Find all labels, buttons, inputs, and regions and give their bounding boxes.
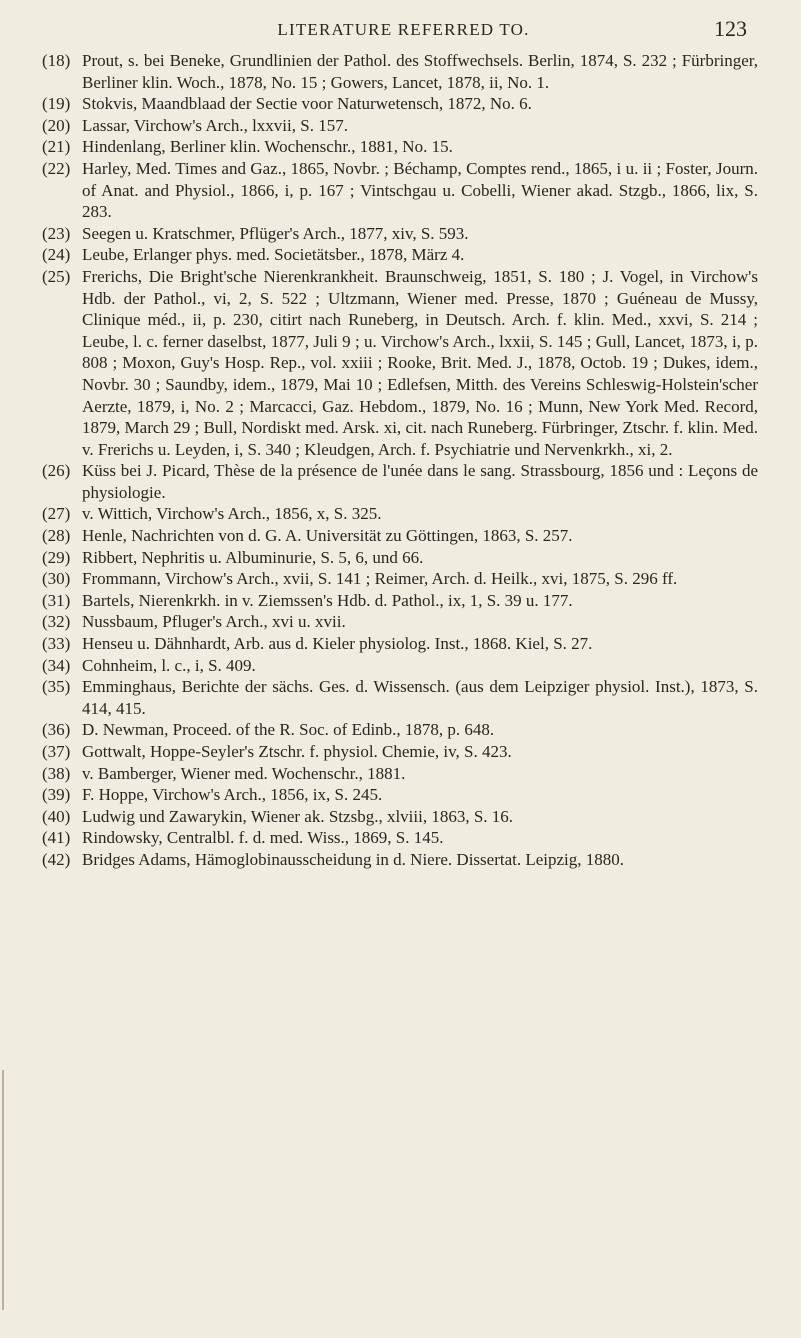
reference-text: Frerichs, Die Bright'sche Nierenkrankheit. Braunschweig, 1851, S. 180 ; J. Vogel, in Virchow's Hdb. der Pathol., vi, 2, S. 522 ; Ultzmann, Wiener med. Presse, 1870 ; Guéneau de Mussy, Clinique méd., ii, p. 230, citirt nach Runeberg, in Deutsch. Arch. f. klin. Med., xxvi, S. 214 ; Leube, l. c. ferner daselbst, 1877, Juli 9 ; u. Virchow's Arch., lxxii, S. 145 ; Gull, Lancet, 1873, i, p. 808 ; Moxon, Guy's Hosp. Rep., vol. xxiii ; Rooke, Brit. Med. J., 1878, Octob. 19 ; Dukes, idem., Novbr. 30 ; Saundby, idem., 1879, Mai 10 ; Edlefsen, Mitth. des Vereins Schleswig-Holstein'scher Aerzte, 1879, i, No. 2 ; Marcacci, Gaz. Hebdom., 1879, No. 16 ; Munn, New York Med. Record, 1879, March 29 ; Bull, Nordiskt med. Arsk. xi, cit. nach Runeberg. Fürbringer, Ztschr. f. klin. Med. v. Frerichs u. Leyden, i, S. 340 ; Kleudgen, Arch. f. Psychiatrie und Nervenkrkh., xi, 2. [82,266,758,459]
reference-text: Leube, Erlanger phys. med. Societätsber., 1878, März 4. [82,245,465,265]
reference-entry [42,719,758,741]
reference-text: D. Newman, Proceed. of the R. Soc. of Edinb., 1878, p. 648. [82,720,495,740]
running-title: LITERATURE REFERRED TO. [277,20,530,39]
reference-entry [42,244,758,266]
reference-entry [42,655,758,677]
reference-number: (32) [42,612,71,632]
reference-text: Harley, Med. Times and Gaz., 1865, Novbr. ; Béchamp, Comptes rend., 1865, i u. ii ; Foster, Journ. of Anat. and Physiol., 1866, i, p. 167 ; Vintschgau u. Cobelli, Wiener akad. Stzgb., 1866, lix, S. 283. [82,158,758,222]
reference-number: (31) [42,590,71,610]
reference-text: Bridges Adams, Hämoglobinausscheidung in d. Niere. Dissertat. Leipzig, 1880. [82,849,625,869]
reference-text: Henle, Nachrichten von d. G. A. Universität zu Göttingen, 1863, S. 257. [82,526,573,546]
reference-text: Küss bei J. Picard, Thèse de la présence de l'unée dans le sang. Strassbourg, 1856 und : Leçons de physiologie. [82,461,758,502]
reference-entry [42,806,758,828]
reference-text: v. Wittich, Virchow's Arch., 1856, x, S. 325. [82,504,382,524]
reference-text: Nussbaum, Pfluger's Arch., xvi u. xvii. [82,612,346,632]
reference-number: (41) [42,828,71,848]
reference-entry [42,827,758,849]
reference-number: (25) [42,266,71,286]
reference-text: Rindowsky, Centralbl. f. d. med. Wiss., 1869, S. 145. [82,828,444,848]
reference-entry [42,115,758,137]
reference-number: (30) [42,569,71,589]
reference-number: (27) [42,504,71,524]
reference-text: Prout, s. bei Beneke, Grundlinien der Pathol. des Stoffwechsels. Berlin, 1874, S. 232 ; Fürbringer, Berliner klin. Woch., 1878, No. 15 ; Gowers, Lancet, 1878, ii, No. 1. [82,51,758,92]
reference-number: (40) [42,806,71,826]
reference-text: Gottwalt, Hoppe-Seyler's Ztschr. f. physiol. Chemie, iv, S. 423. [82,742,512,761]
reference-text: Emminghaus, Berichte der sächs. Ges. d. Wissensch. (aus dem Leipziger physiol. Inst.), 1873, S. 414, 415. [82,677,758,718]
page-header [60,16,747,46]
reference-number: (38) [42,763,71,783]
reference-text: Lassar, Virchow's Arch., lxxvii, S. 157. [82,115,348,135]
page-number: 123 [714,16,747,41]
reference-entry [42,50,758,93]
reference-number: (22) [42,158,71,178]
reference-entry [42,525,758,547]
reference-entry [42,568,758,590]
reference-text: Hindenlang, Berliner klin. Wochenschr., 1881, No. 15. [82,137,453,157]
reference-number: (29) [42,547,71,567]
reference-entry [42,784,758,806]
reference-number: (26) [42,461,71,481]
reference-entry [42,611,758,633]
reference-number: (21) [42,137,71,157]
reference-entry [42,266,758,460]
reference-entry [42,93,758,115]
reference-entry [42,633,758,655]
reference-number: (24) [42,245,71,265]
reference-text: Ludwig und Zawarykin, Wiener ak. Stzsbg., xlviii, 1863, S. 16. [82,806,514,826]
binding-edge-line [2,1070,4,1310]
reference-number: (20) [42,115,71,135]
reference-text: Bartels, Nierenkrkh. in v. Ziemssen's Hdb. d. Pathol., ix, 1, S. 39 u. 177. [82,590,573,610]
reference-entry [42,676,758,719]
reference-number: (39) [42,785,71,805]
reference-text: Stokvis, Maandblaad der Sectie voor Naturwetensch, 1872, No. 6. [82,94,532,114]
reference-number: (35) [42,677,71,697]
reference-number: (18) [42,51,71,70]
reference-number: (23) [42,223,71,243]
reference-entry [42,503,758,525]
reference-number: (34) [42,655,71,675]
reference-text: Ribbert, Nephritis u. Albuminurie, S. 5, 6, und 66. [82,547,424,567]
reference-number: (37) [42,742,71,761]
reference-entry [42,460,758,503]
reference-entry [42,136,758,158]
reference-entry [42,590,758,612]
reference-text: v. Bamberger, Wiener med. Wochenschr., 1881. [82,763,406,783]
reference-text: Seegen u. Kratschmer, Pflüger's Arch., 1877, xiv, S. 593. [82,223,469,243]
reference-text: Henseu u. Dähnhardt, Arb. aus d. Kieler physiolog. Inst., 1868. Kiel, S. 27. [82,634,593,654]
reference-entry [42,763,758,785]
reference-number: (36) [42,720,71,740]
reference-text: Frommann, Virchow's Arch., xvii, S. 141 ; Reimer, Arch. d. Heilk., xvi, 1875, S. 296 ff. [82,569,678,589]
reference-number: (33) [42,634,71,654]
reference-entry [42,849,758,871]
reference-entry [42,547,758,569]
reference-entry [42,223,758,245]
reference-text: F. Hoppe, Virchow's Arch., 1856, ix, S. 245. [82,785,383,805]
reference-list [42,50,758,871]
reference-number: (28) [42,526,71,546]
reference-number: (19) [42,94,71,114]
reference-number: (42) [42,849,71,869]
reference-text: Cohnheim, l. c., i, S. 409. [82,655,256,675]
reference-entry [42,158,758,223]
reference-entry [42,741,758,763]
